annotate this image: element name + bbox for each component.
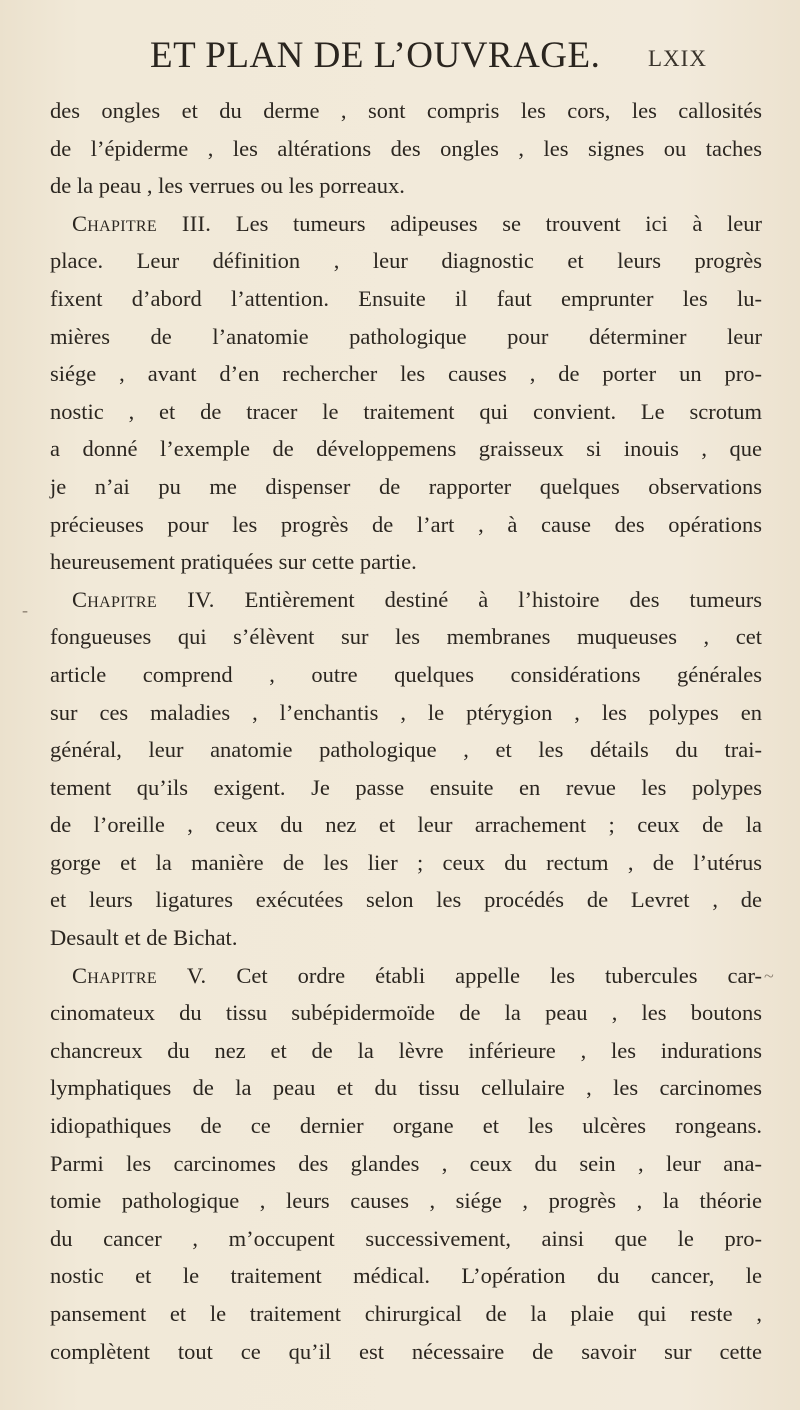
line-text: mières de l’anatomie pathologique pour déterminer leur	[50, 323, 762, 349]
line-text: sur ces maladies , l’enchantis , le ptérygion , les polypes en	[50, 699, 762, 725]
text-line	[50, 468, 762, 506]
line-text: nostic et le traitement médical. L’opération du cancer, le	[50, 1263, 762, 1289]
text-line	[50, 543, 762, 581]
line-text: chancreux du nez et de la lèvre inférieure , les indurations	[50, 1037, 762, 1063]
line-text: du cancer , m’occupent successivement, ainsi que le pro-	[50, 1225, 762, 1251]
line-text: nostic , et de tracer le traitement qui convient. Le scrotum	[50, 398, 762, 424]
line-text: de la peau , les verrues ou les porreaux.	[50, 173, 405, 199]
text-line	[50, 242, 762, 280]
text-line	[50, 1257, 762, 1295]
text-line	[50, 1333, 762, 1371]
line-text: idiopathiques de ce dernier organe et les ulcères rongeans.	[50, 1113, 762, 1139]
line-text: Parmi les carcinomes des glandes , ceux du sein , leur ana-	[50, 1150, 762, 1176]
body-text	[50, 92, 762, 1370]
text-line	[50, 1032, 762, 1070]
line-text: pansement et le traitement chirurgical de la plaie qui reste ,	[50, 1301, 762, 1326]
text-line	[50, 694, 762, 732]
line-text: a donné l’exemple de développemens graisseux si inouis , que	[50, 436, 762, 462]
line-text: article comprend , outre quelques considérations générales	[50, 661, 762, 687]
chapter-label: Chapitre V.	[72, 962, 207, 988]
text-line	[50, 994, 762, 1032]
page-number: LXIX	[648, 46, 707, 71]
page-header	[0, 34, 800, 94]
line-text: fixent d’abord l’attention. Ensuite il faut emprunter les lu-	[50, 285, 762, 311]
line-text: cinomateux du tissu subépidermoïde de la peau , les boutons	[50, 1000, 762, 1026]
line-text: des ongles et du derme , sont compris les cors, les callosités	[50, 98, 762, 123]
line-text: Entièrement destiné à l’histoire des tumeurs	[214, 586, 762, 612]
line-text: Cet ordre établi appelle les tubercules car-	[206, 962, 762, 988]
text-line	[50, 430, 762, 468]
text-line	[50, 656, 762, 694]
text-line	[50, 205, 762, 243]
running-title: ET PLAN DE L’OUVRAGE.	[150, 35, 601, 76]
text-line	[50, 130, 762, 168]
text-line	[50, 1220, 762, 1258]
text-line	[50, 919, 762, 957]
text-line	[50, 1069, 762, 1107]
line-text: général, leur anatomie pathologique , et les détails du trai-	[50, 737, 762, 763]
text-line	[50, 769, 762, 807]
line-text: fongueuses qui s’élèvent sur les membranes muqueuses , cet	[50, 624, 762, 650]
text-line	[50, 1107, 762, 1145]
line-text: Les tumeurs adipeuses se trouvent ici à leur	[211, 210, 762, 236]
line-text: Desault et de Bichat.	[50, 925, 238, 951]
text-line	[50, 355, 762, 393]
line-text: siége , avant d’en rechercher les causes , de porter un pro-	[50, 361, 762, 387]
text-line	[50, 844, 762, 882]
line-text: tement qu’ils exigent. Je passe ensuite en revue les polypes	[50, 774, 762, 800]
margin-tilde-mark: ~	[764, 966, 774, 986]
text-line	[50, 280, 762, 318]
line-text: précieuses pour les progrès de l’art , à cause des opérations	[50, 511, 762, 537]
line-text: tomie pathologique , leurs causes , siége , progrès , la théorie	[50, 1188, 762, 1214]
line-text: de l’oreille , ceux du nez et leur arrachement ; ceux de la	[50, 812, 762, 838]
line-text: lymphatiques de la peau et du tissu cellulaire , les carcinomes	[50, 1075, 762, 1101]
text-line	[50, 806, 762, 844]
margin-dash-mark: -	[22, 600, 28, 620]
line-text: heureusement pratiquées sur cette partie.	[50, 549, 417, 575]
line-text: et leurs ligatures exécutées selon les procédés de Levret , de	[50, 887, 762, 913]
line-text: complètent tout ce qu’il est nécessaire de savoir sur cette	[50, 1338, 762, 1364]
text-line	[50, 618, 762, 656]
text-line	[50, 1182, 762, 1220]
line-text: place. Leur définition , leur diagnostic et leurs progrès	[50, 248, 762, 274]
chapter-label: Chapitre IV.	[72, 586, 215, 612]
line-text: je n’ai pu me dispenser de rapporter quelques observations	[50, 473, 762, 499]
text-line	[50, 506, 762, 544]
text-line	[50, 881, 762, 919]
line-text: gorge et la manière de les lier ; ceux du rectum , de l’utérus	[50, 849, 762, 875]
chapter-label: Chapitre III.	[72, 210, 212, 236]
text-line	[50, 581, 762, 619]
text-line	[50, 731, 762, 769]
text-line	[50, 92, 762, 130]
text-line	[50, 957, 762, 995]
text-line	[50, 1145, 762, 1183]
line-text: de l’épiderme , les altérations des ongles , les signes ou taches	[50, 135, 762, 161]
text-line	[50, 318, 762, 356]
text-line	[50, 167, 762, 205]
text-line	[50, 1295, 762, 1333]
text-line	[50, 393, 762, 431]
